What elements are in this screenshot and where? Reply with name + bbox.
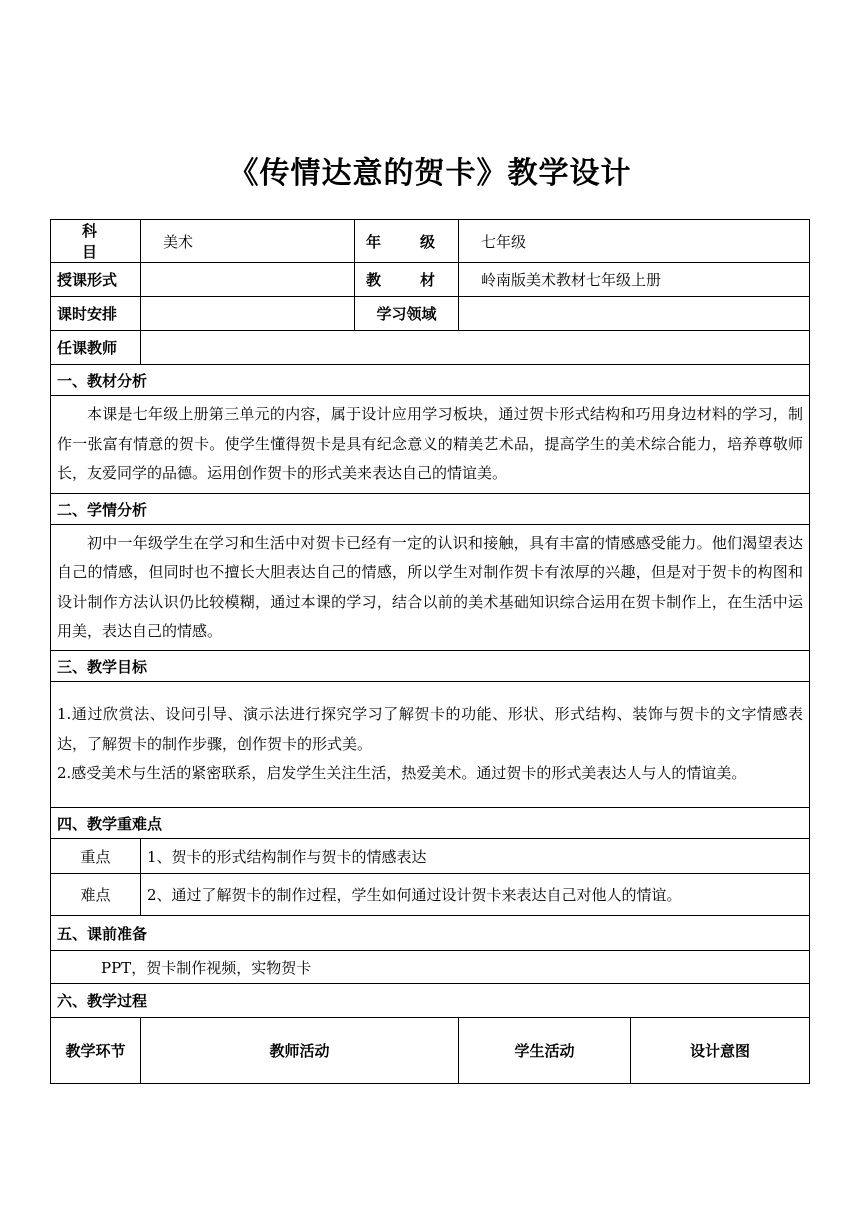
- difficult-point-row: [51, 874, 810, 916]
- process-header-cell: 设计意图: [631, 1018, 810, 1084]
- schedule-value: [141, 297, 355, 331]
- section-title: 二、学情分析: [51, 494, 810, 525]
- process-header-cell: 教师活动: [141, 1018, 459, 1084]
- textbook-analysis-text: 本课是七年级上册第三单元的内容，属于设计应用学习板块，通过贺卡形式结构和巧用身边材料的学习，制作一张富有情意的贺卡。使学生懂得贺卡是具有纪念意义的精美艺术品，提高学生的美术综合能力，培养尊敬师长，友爱同学的品德。运用创作贺卡的形式美来表达自己的情谊美。: [51, 396, 810, 494]
- section-5-body: [51, 951, 810, 984]
- row-form: [51, 263, 810, 297]
- difficult-point-label: 难点: [51, 874, 141, 916]
- textbook-value: 岭南版美术教材七年级上册: [459, 263, 810, 297]
- section-title: 三、教学目标: [51, 651, 810, 682]
- preparation-text: PPT，贺卡制作视频，实物贺卡: [51, 951, 810, 984]
- form-value: [141, 263, 355, 297]
- schedule-label: 课时安排: [51, 297, 141, 331]
- section-title: 五、课前准备: [51, 916, 810, 951]
- difficult-point-text: 2、通过了解贺卡的制作过程，学生如何通过设计贺卡来表达自己对他人的情谊。: [141, 874, 810, 916]
- row-teacher: [51, 331, 810, 365]
- section-title: 六、教学过程: [51, 984, 810, 1018]
- section-1-header: [51, 365, 810, 396]
- goal-item: 1.通过欣赏法、设问引导、演示法进行探究学习了解贺卡的功能、形状、形式结构、装饰与贺卡的文字情感表达，了解贺卡的制作步骤，创作贺卡的形式美。: [57, 705, 804, 753]
- teacher-label: 任课教师: [51, 331, 141, 365]
- section-2-header: [51, 494, 810, 525]
- section-5-header: [51, 916, 810, 951]
- student-analysis-text: 初中一年级学生在学习和生活中对贺卡已经有一定的认识和接触，具有丰富的情感感受能力。他们渴望表达自己的情感，但同时也不擅长大胆表达自己的情感，所以学生对制作贺卡有浓厚的兴趣，但是对于贺卡的构图和设计制作方法认识仍比较模糊，通过本课的学习，结合以前的美术基础知识综合运用在贺卡制作上，在生活中运用美，表达自己的情感。: [51, 525, 810, 651]
- key-point-label: 重点: [51, 839, 141, 874]
- lesson-plan-table: [50, 219, 810, 1084]
- section-4-header: [51, 808, 810, 839]
- row-schedule: [51, 297, 810, 331]
- goals-cell: [51, 682, 810, 808]
- section-1-body: [51, 396, 810, 494]
- section-6-header: [51, 984, 810, 1018]
- grade-value: 七年级: [459, 220, 810, 263]
- teacher-value: [141, 331, 810, 365]
- goal-item: 2.感受美术与生活的紧密联系，启发学生关注生活，热爱美术。通过贺卡的形式美表达人与人的情谊美。: [57, 764, 747, 783]
- section-3-header: [51, 651, 810, 682]
- process-header-cell: 教学环节: [51, 1018, 141, 1084]
- grade-label: 年 级: [355, 220, 459, 263]
- textbook-label: 教 材: [355, 263, 459, 297]
- document-title: 《传情达意的贺卡》教学设计: [228, 156, 632, 191]
- process-header-row: [51, 1018, 810, 1084]
- key-point-text: 1、贺卡的形式结构制作与贺卡的情感表达: [141, 839, 810, 874]
- domain-value: [459, 297, 810, 331]
- subject-label: 科 目: [51, 220, 141, 263]
- section-title: 四、教学重难点: [51, 808, 810, 839]
- row-subject: [51, 220, 810, 263]
- section-2-body: [51, 525, 810, 651]
- form-label: 授课形式: [51, 263, 141, 297]
- section-3-body: [51, 682, 810, 808]
- process-header-cell: 学生活动: [459, 1018, 631, 1084]
- domain-label: 学习领域: [355, 297, 459, 331]
- key-point-row: [51, 839, 810, 874]
- subject-value: 美术: [141, 220, 355, 263]
- section-title: 一、教材分析: [51, 365, 810, 396]
